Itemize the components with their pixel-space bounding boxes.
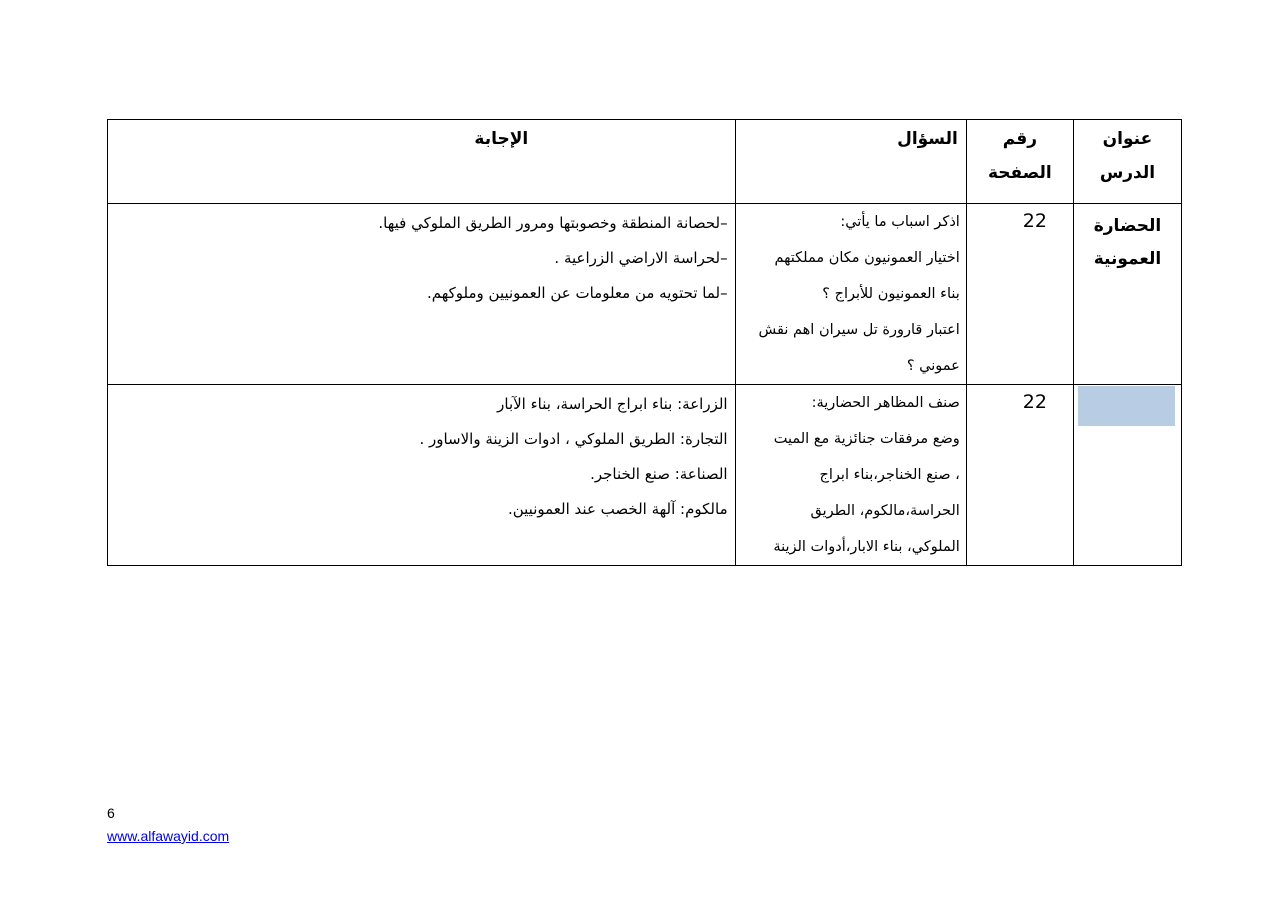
question-line: الملوكي، بناء الابار،أدوات الزينة [773,539,960,555]
page-number: 22 [1022,391,1047,413]
answer-cell [108,385,736,566]
header-answer-label: الإجابة [474,129,529,149]
header-lesson-title-line2: الدرس [1099,163,1156,183]
header-answer [108,120,736,204]
answer-line: الزراعة: بناء ابراج الحراسة، بناء الآبار [497,395,728,413]
question-cell [735,385,966,566]
table-header-row [108,120,1182,204]
answer-line: الصناعة: صنع الخناجر. [590,465,728,483]
question-line: عموني ؟ [906,358,960,374]
question-line: وضع مرفقات جنائزية مع الميت [773,431,960,447]
header-lesson-title [1073,120,1181,204]
header-page-number-line2: الصفحة [987,163,1052,183]
lesson-cell [1073,204,1181,385]
question-line: اختيار العمونيون مكان مملكتهم [774,250,960,266]
question-line: اعتبار قارورة تل سيران اهم نقش [758,322,960,338]
header-page-number [966,120,1073,204]
lesson-name-line2: العمونية [1093,249,1162,269]
footer-website-link[interactable]: www.alfawayid.com [107,828,230,844]
answer-line: –لحراسة الاراضي الزراعية . [554,249,728,267]
table-row [108,385,1182,566]
answer-line: مالكوم: آلهة الخصب عند العمونيين. [507,500,728,518]
header-question-label: السؤال [897,129,958,149]
question-line: صنف المظاهر الحضارية: [811,395,960,411]
page-cell [966,204,1073,385]
answer-line: التجارة: الطريق الملوكي ، ادوات الزينة والاساور . [419,430,728,448]
question-line: ، صنع الخناجر،بناء ابراج [819,467,960,483]
highlight-box [1078,386,1175,426]
question-line: بناء العمونيون للأبراج ؟ [822,286,960,302]
table-row [108,204,1182,385]
lessons-table [107,119,1182,566]
page-cell [966,385,1073,566]
header-lesson-title-line1: عنوان [1102,129,1153,149]
lesson-cell [1073,385,1181,566]
answer-line: –لحصانة المنطقة وخصوبتها ومرور الطريق الملوكي فيها. [378,214,728,232]
question-cell [735,204,966,385]
question-line: الحراسة،مالكوم، الطريق [810,503,960,519]
lesson-name-line1: الحضارة [1093,216,1162,236]
footer-page-number: 6 [107,805,115,821]
question-line: اذكر اسباب ما يأتي: [840,214,960,230]
header-page-number-line1: رقم [1002,129,1037,149]
answer-line: –لما تحتويه من معلومات عن العمونيين وملوكهم. [426,284,728,302]
answer-cell [108,204,736,385]
page-number: 22 [1022,210,1047,232]
header-question [735,120,966,204]
